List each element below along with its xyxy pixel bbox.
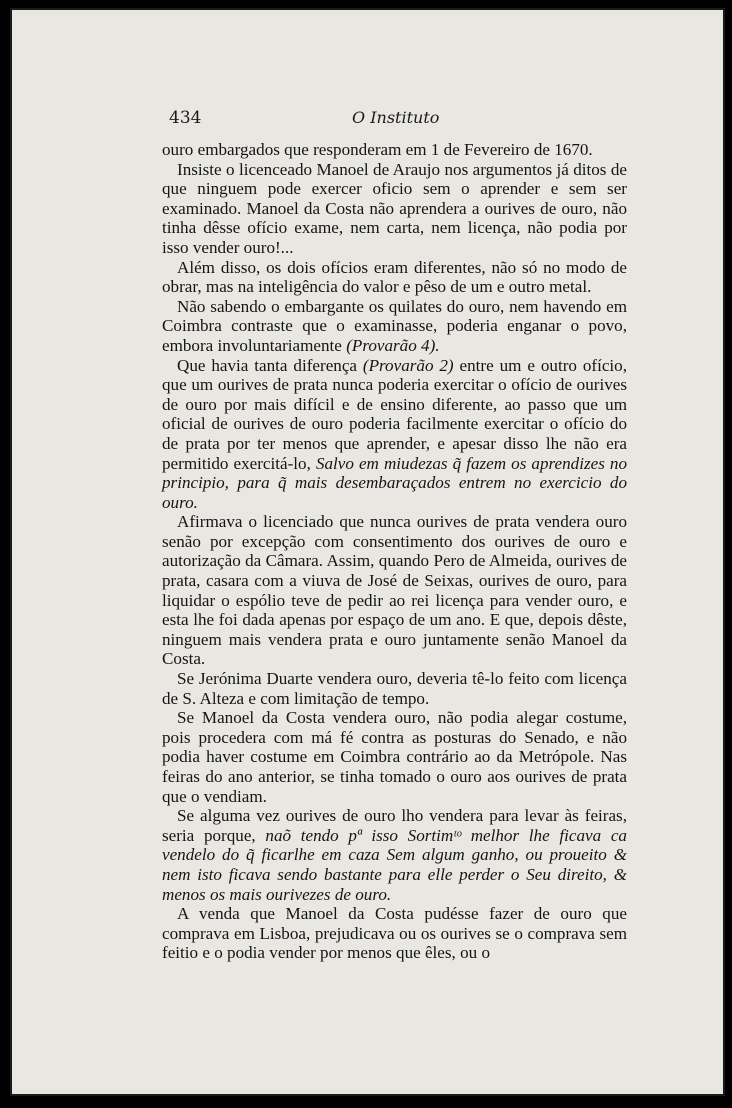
paragraph-text: Que havia tanta diferença [177,355,357,375]
paragraph-text: Insiste o licenceado Manoel de Araujo nos argumentos já ditos de que ninguem pode exercer oficio sem o aprender e sem ser examinado. Manoel da Costa não aprendera a ourives de ouro, não tinha dêsse ofício exame, nem carta, nem licença, não podia por isso vender ouro!... [162,159,627,257]
paragraph [162,708,627,806]
paragraph [162,806,627,904]
body-text [162,140,627,963]
paragraph-text: ouro embargados que responderam em 1 de Fevereiro de 1670. [162,140,593,159]
paragraph-citation: (Provarão 4). [346,335,440,355]
paragraph-text-continued: entre um e outro ofício, que um ourives de prata nunca poderia exercitar o ofício de ourives de ouro por mais difícil e de ensino diferente, ao passo que um oficial de ourives de ouro poderia facilmente exercitar o ofício do de prata por ter menos que aprender, e apesar disso lhe não era permitido exercitá-lo, [162,355,627,473]
paragraph [162,356,627,513]
paragraph-text: Afirmava o licenciado que nunca ourives de prata vendera ouro senão por excepção com consentimento dos ourives de ouro e autorização da Câmara. Assim, quando Pero de Almeida, ourives de prata, casara com a viuva de José de Seixas, ourives de ouro, para liquidar o espólio teve de pedir ao rei licença para vender ouro, e esta lhe foi dada apenas por espaço de um ano. E que, depois dêste, ninguem mais vendera prata e ouro juntamente senão Manoel da Costa. [162,512,627,669]
paragraph [162,669,627,708]
paragraph-text: Se alguma vez ourives de ouro lho vendera para levar às feiras, seria porque, [162,806,627,845]
paragraph [162,258,627,297]
page-number: 434 [169,108,202,128]
paragraph-text: Não sabendo o embargante os quilates do ouro, nem havendo em Coimbra contraste que o examinasse, poderia enganar o povo, embora involuntariamente [162,296,627,355]
paragraph-text: Se Manoel da Costa vendera ouro, não podia alegar costume, pois procedera com má fé contra as posturas do Senado, e não podia haver costume em Coimbra contrário ao da Metrópole. Nas feiras do ano anterior, se tinha tomado o ouro aos ourives de prata que o vendiam. [162,708,627,806]
page-header [162,108,642,132]
paragraph [162,904,627,963]
paragraph [162,297,627,356]
paragraph-text: Além disso, os dois ofícios eram diferentes, não só no modo de obrar, mas na inteligência do valor e pêso de um e outro metal. [162,257,627,297]
paragraph [162,512,627,669]
paragraph-citation: (Provarão 2) [362,355,454,375]
paragraph [162,140,627,160]
running-title: O Instituto [352,108,440,127]
paragraph-text: A venda que Manoel da Costa pudésse fazer de ouro que comprava em Lisboa, prejudicava ou os ourives se o comprava sem feitio e o podia vender por menos que êles, ou o [162,904,627,963]
paragraph-text: Se Jerónima Duarte vendera ouro, deveria tê-lo feito com licença de S. Alteza e com limitação de tempo. [162,669,627,708]
paragraph-quotation: naõ tendo pª isso Sortimᵗᵒ melhor lhe ficava ca vendelo do q̃ ficarlhe em caza Sem algum ganho, ou proueito & nem isto ficava sendo bastante para elle perder o Seu direito, & menos os mais ourivezes de ouro. [162,825,627,904]
paragraph [162,160,627,258]
paragraph-quotation: Salvo em miudezas q̃ fazem os aprendizes no principio, para q̃ mais desembaraçados entrem no exercicio do ouro. [162,453,627,512]
